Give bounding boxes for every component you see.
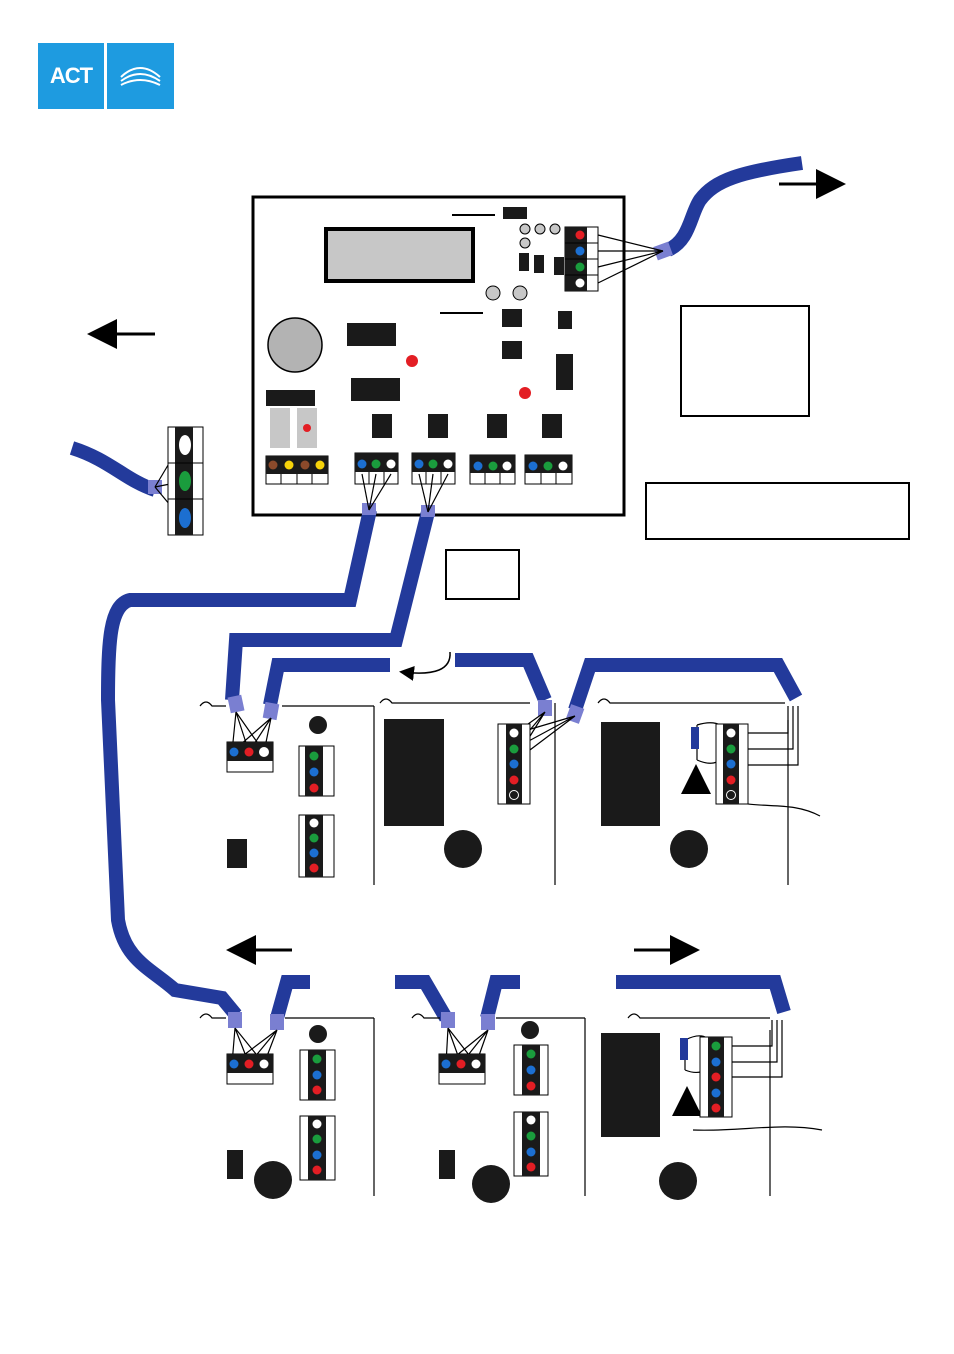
network-terminal: [565, 227, 598, 291]
door-module-1: [227, 716, 334, 877]
led-indicator: [519, 387, 531, 399]
input-terminal: [299, 815, 334, 877]
battery-icon: [268, 318, 322, 372]
bus-terminal-3: [470, 455, 515, 484]
lcd-display: [326, 229, 473, 281]
relay-terminal: [299, 746, 334, 796]
door-module-6: [601, 1033, 732, 1200]
label-box: [446, 550, 519, 599]
bus-terminal-1: [355, 453, 398, 484]
controller-board: [253, 197, 624, 515]
door-module-2: [384, 719, 530, 868]
label-box: [646, 483, 909, 539]
bus-terminal-2: [412, 453, 455, 484]
door-panels: [200, 699, 788, 1196]
bus-terminal: [227, 742, 273, 772]
curved-arrow-icon: [402, 652, 450, 673]
bus-terminal-4: [525, 455, 572, 484]
label-box: [681, 306, 809, 416]
door-module-4: [227, 1025, 335, 1199]
resistor-icon: [691, 727, 699, 749]
power-terminal: [266, 456, 328, 484]
logo-text: ACT: [38, 43, 104, 109]
resistor-icon: [680, 1038, 688, 1060]
left-terminal: [168, 427, 203, 535]
led-indicator: [406, 355, 418, 367]
door-module-3: [601, 722, 748, 868]
